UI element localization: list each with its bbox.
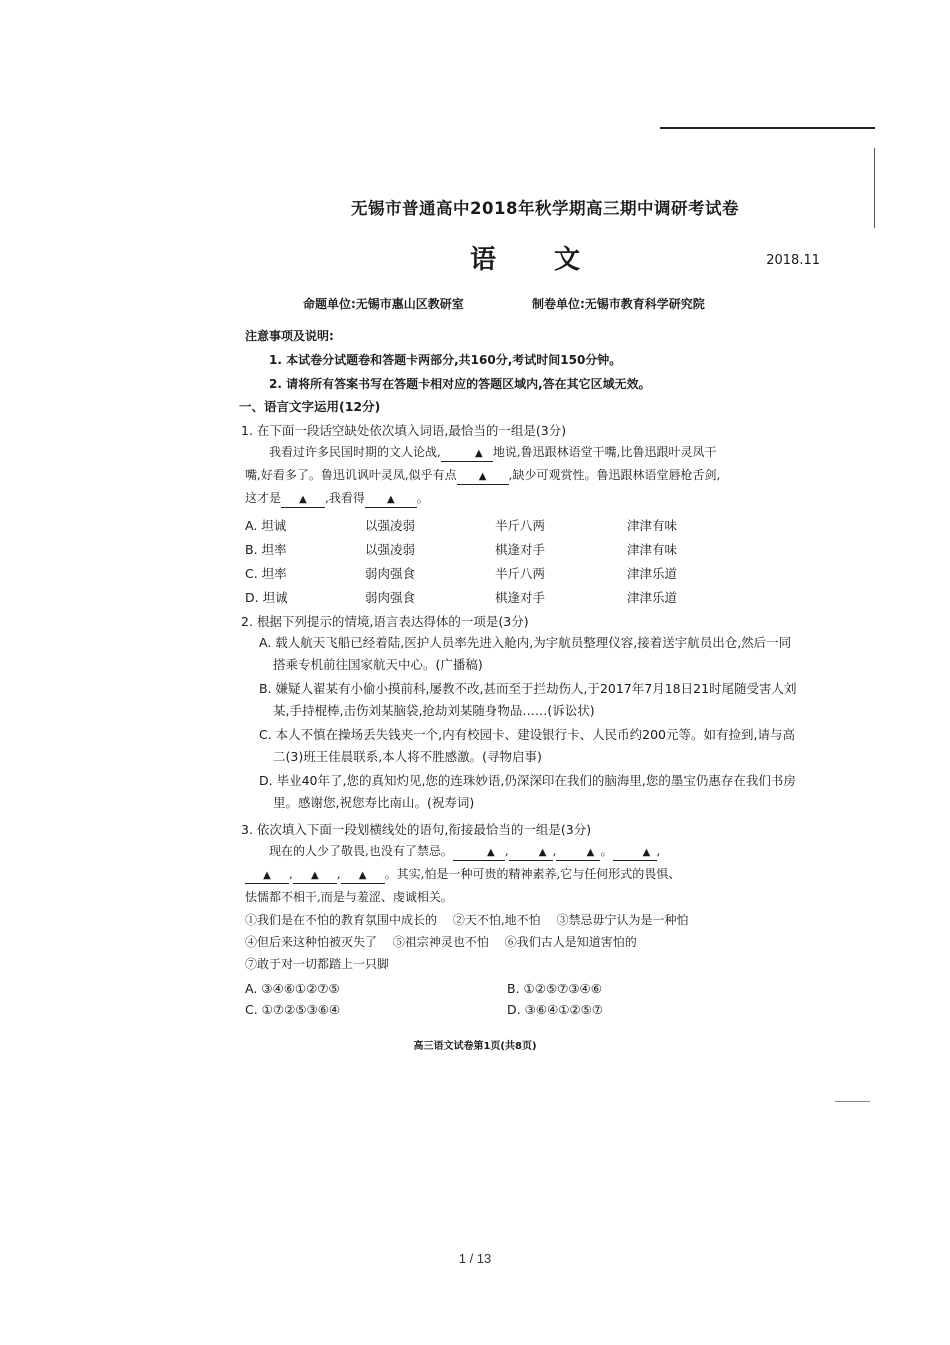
page-footer: 高三语文试卷第1页(共8页) <box>413 1041 537 1052</box>
answer-blank: ▲ <box>556 846 600 861</box>
punctuation: , <box>336 867 341 881</box>
section-title: 一、语言文字运用(12分) <box>239 399 381 414</box>
notes-title: 注意事项及说明: <box>245 329 334 343</box>
punctuation: , <box>289 867 293 881</box>
scan-mark <box>835 1101 870 1102</box>
answer-blank: ▲ <box>457 470 509 485</box>
answer-blank: ▲ <box>341 869 385 884</box>
option-word: 弱肉强食 <box>365 590 416 605</box>
fragment: ④但后来这种怕被灭失了 <box>245 935 378 949</box>
scan-edge-line-top <box>660 127 875 129</box>
fragment: ⑦敢于对一切都踏上一只脚 <box>245 957 390 971</box>
scan-edge-line-right <box>874 148 875 228</box>
option-paragraph: C. 本人不慎在操场丢失钱夹一个,内有校园卡、建设银行卡、人民币约200元等。如有捡到,请与高二(3)班王佳晨联系,本人将不胜感激。(寻物启事) <box>259 727 795 764</box>
option-row <box>245 564 800 582</box>
option-row <box>245 516 800 534</box>
punctuation: , <box>656 844 661 858</box>
question-1-options <box>245 516 800 606</box>
author-unit: 命题单位:无锡市惠山区教研室 <box>303 297 464 311</box>
fragment-row <box>245 931 800 953</box>
option-word: 津津有味 <box>627 518 678 533</box>
answer-blank: ▲ <box>293 869 337 884</box>
fragment-row <box>245 909 800 931</box>
punctuation: , <box>552 844 557 858</box>
passage-text: 地说,鲁迅跟林语堂干嘴,比鲁迅跟叶灵凤干 <box>492 445 717 459</box>
note-item: 1. 本试卷分试题卷和答题卡两部分,共160分,考试时间150分钟。 <box>269 353 622 367</box>
passage-text: 。其实,怕是一种可贵的精神素养,它与任何形式的畏惧、 <box>384 867 681 881</box>
option-row <box>245 540 800 558</box>
question-3-passage <box>245 840 800 909</box>
option-paragraph: D. 毕业40年了,您的真知灼见,您的连珠妙语,仍深深印在我们的脑海里,您的墨宝仍惠存在我们书房里。感谢您,祝您寿比南山。(祝寿词) <box>259 773 796 810</box>
fragment: ⑥我们古人是知道害怕的 <box>504 935 637 949</box>
answer-blank: ▲ <box>613 846 657 861</box>
answer-option: D. ③⑥④①②⑤⑦ <box>507 1002 604 1017</box>
exam-page <box>239 195 820 1017</box>
option-word: 棋逢对手 <box>495 542 546 557</box>
units-row <box>245 295 800 317</box>
answer-blank: ▲ <box>365 493 417 508</box>
option-label: B. 坦率 <box>245 542 287 557</box>
subject-row <box>245 239 820 287</box>
option-word: 津津有味 <box>627 542 678 557</box>
exam-title: 无锡市普通高中2018年秋学期高三期中调研考试卷 <box>351 199 739 218</box>
answer-blank: ▲ <box>441 447 493 462</box>
passage-text: 我看过许多民国时期的文人论战, <box>269 445 441 459</box>
punctuation: , <box>504 844 509 858</box>
option-word: 棋逢对手 <box>495 590 546 605</box>
option-word: 津津乐道 <box>627 566 678 581</box>
question-1-stem: 1. 在下面一段话空缺处依次填入词语,最恰当的一组是(3分) <box>241 423 567 438</box>
option-word: 半斤八两 <box>495 566 546 581</box>
option-paragraph: A. 载人航天飞船已经着陆,医护人员率先进入舱内,为宇航员整理仪容,接着送宇航员出仓,然后一同搭乘专机前往国家航天中心。(广播稿) <box>259 635 792 672</box>
option-paragraph: B. 嫌疑人翟某有小偷小摸前科,屡教不改,甚而至于拦劫伤人,于2017年7月18日21时尾随受害人刘某,手持棍棒,击伤刘某脑袋,抢劫刘某随身物品……(诉讼状) <box>259 681 797 718</box>
option-word: 津津乐道 <box>627 590 678 605</box>
fragment: ③禁忌毋宁认为是一种怕 <box>556 913 689 927</box>
passage-text: 现在的人少了敬畏,也没有了禁忌。 <box>269 844 453 858</box>
option-row <box>245 588 800 606</box>
exam-date: 2018.11 <box>766 253 820 268</box>
passage-text: 这才是 <box>245 491 282 505</box>
option-label: D. 坦诚 <box>245 590 288 605</box>
option-word: 以强凌弱 <box>365 518 416 533</box>
passage-text: 。 <box>416 491 429 505</box>
answer-blank: ▲ <box>453 846 505 861</box>
passage-text: ,我看得 <box>325 491 365 505</box>
option-label: A. 坦诚 <box>245 518 287 533</box>
answer-blank: ▲ <box>281 493 325 508</box>
page-indicator: 1 / 13 <box>458 1251 492 1266</box>
question-2-stem: 2. 根据下列提示的情境,语言表达得体的一项是(3分) <box>241 614 529 629</box>
question-3-stem: 3. 依次填入下面一段划横线处的语句,衔接最恰当的一组是(3分) <box>241 822 592 837</box>
passage-text: 嘴,好看多了。鲁迅讥讽叶灵凤,似乎有点 <box>245 468 457 482</box>
fragment: ①我们是在不怕的教育氛围中成长的 <box>245 913 438 927</box>
option-label: C. 坦率 <box>245 566 287 581</box>
producer-unit: 制卷单位:无锡市教育科学研究院 <box>532 297 705 311</box>
option-word: 弱肉强食 <box>365 566 416 581</box>
subject-title: 语文 <box>470 245 639 275</box>
passage-text: ,缺少可观赏性。鲁迅跟林语堂唇枪舌剑, <box>508 468 721 482</box>
fragment: ⑤祖宗神灵也不怕 <box>392 935 489 949</box>
answer-blank: ▲ <box>509 846 553 861</box>
answer-option: B. ①②⑤⑦③④⑥ <box>507 981 602 996</box>
option-word: 半斤八两 <box>495 518 546 533</box>
fragment-row <box>245 953 800 975</box>
answer-option: C. ①⑦②⑤③⑥④ <box>245 1002 341 1017</box>
question-1-passage <box>245 441 800 510</box>
passage-text: 怯懦都不相干,而是与羞涩、虔诚相关。 <box>245 890 453 904</box>
punctuation: 。 <box>600 844 613 858</box>
option-word: 以强凌弱 <box>365 542 416 557</box>
answer-blank: ▲ <box>245 869 289 884</box>
fragment: ②天不怕,地不怕 <box>452 913 541 927</box>
answer-option: A. ③④⑥①②⑦⑤ <box>245 981 340 996</box>
note-item: 2. 请将所有答案书写在答题卡相对应的答题区域内,答在其它区域无效。 <box>269 377 651 391</box>
question-3-answers <box>245 981 800 1017</box>
